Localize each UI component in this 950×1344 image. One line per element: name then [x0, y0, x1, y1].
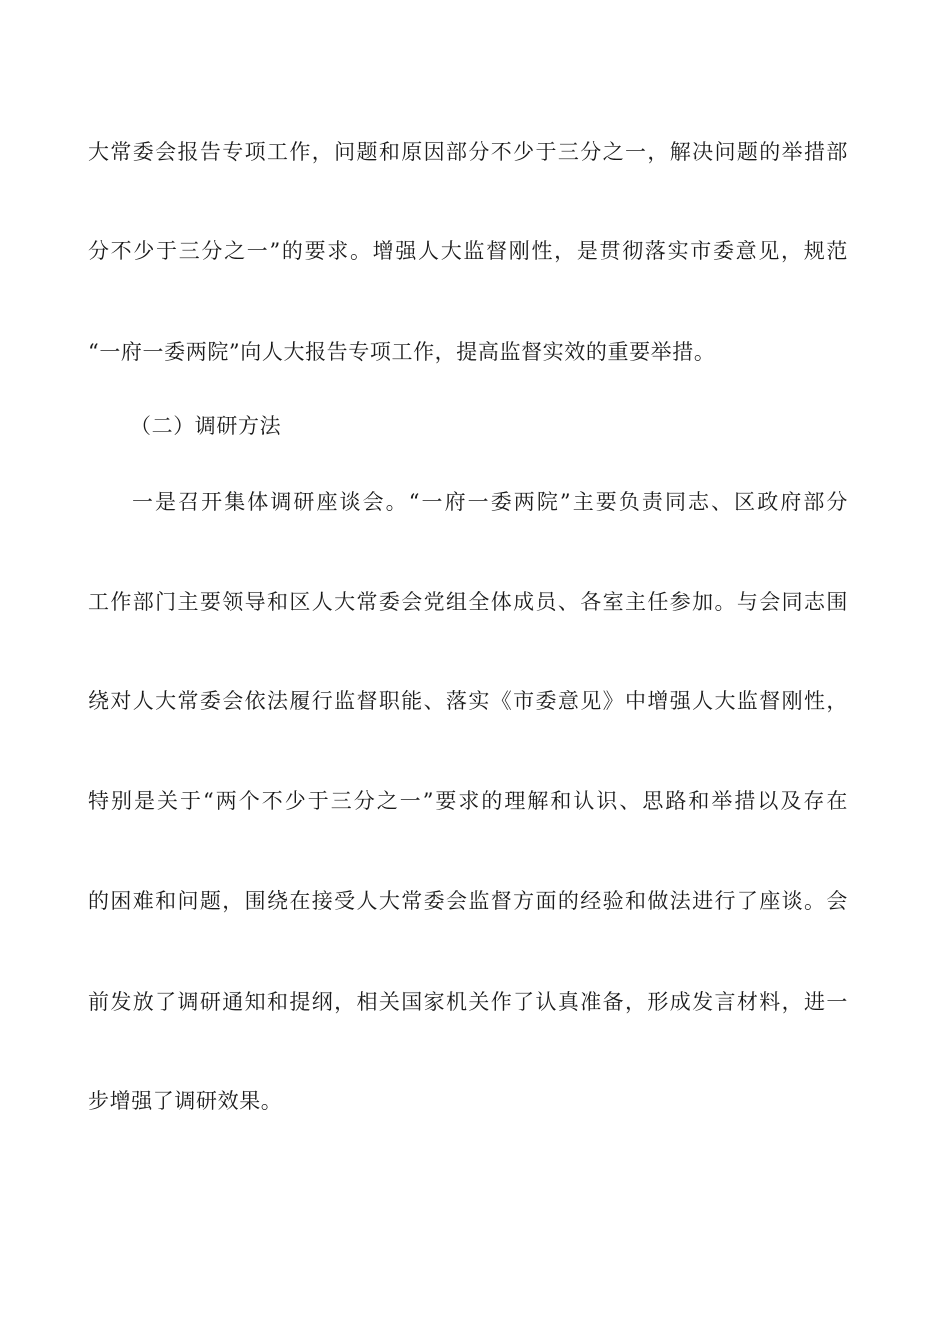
body-line-8: 特别是关于“两个不少于三分之一”要求的理解和认识、思路和举措以及存在	[88, 789, 848, 813]
body-line-1: 大常委会报告专项工作，问题和原因部分不少于三分之一，解决问题的举措部	[88, 140, 848, 164]
body-line-11: 步增强了调研效果。	[88, 1089, 283, 1113]
body-line-2: 分不少于三分之一”的要求。增强人大监督刚性，是贯彻落实市委意见，规范	[88, 239, 848, 263]
body-line-7: 绕对人大常委会依法履行监督职能、落实《市委意见》中增强人大监督刚性，	[88, 689, 848, 713]
section-heading: （二）调研方法	[130, 414, 282, 438]
body-line-6: 工作部门主要领导和区人大常委会党组全体成员、各室主任参加。与会同志围	[88, 590, 848, 614]
body-line-10: 前发放了调研通知和提纲，相关国家机关作了认真准备，形成发言材料，进一	[88, 990, 848, 1014]
body-line-9: 的困难和问题，围绕在接受人大常委会监督方面的经验和做法进行了座谈。会	[88, 889, 848, 913]
body-line-5: 一是召开集体调研座谈会。“一府一委两院”主要负责同志、区政府部分	[132, 490, 848, 514]
body-line-3: “一府一委两院”向人大报告专项工作，提高监督实效的重要举措。	[88, 340, 716, 364]
